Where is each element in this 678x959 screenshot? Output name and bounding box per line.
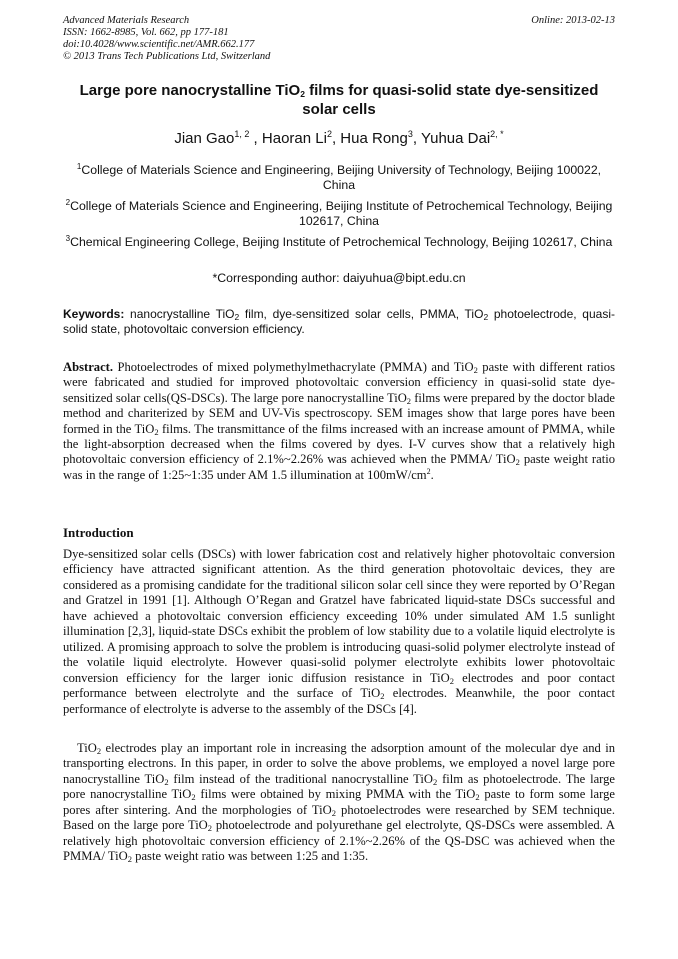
- affiliation-3: $^3$Chemical Engineering College, Beijing Institute of Petrochemical Technology, Beijing 102617, China: [65, 234, 613, 249]
- intro-paragraph-2: TiO$_2$ electrodes play an important role in increasing the adsorption amount of the molecular dye and in transporting electrons. In this paper, in order to solve the above problems, we employed a novel large pore nanocrystalline TiO$_2$ film instead of the traditional nanocrystalline TiO$_2$ film as photoelectrode. The large pore nanocrystalline TiO$_2$ films were obtained by mixing PMMA with the TiO$_2$ paste to form some large pores after sintering. And the morphologies of TiO$_2$ photoelectrodes were researched by SEM technique. Based on the large pore TiO$_2$ photoelectrode and polyurethane gel electrolyte, QS-DSCs were assembled. A relatively high photovoltaic conversion efficiency of 2.1%~2.26% of the QS-DSC was achieved when the PMMA/ TiO$_2$ paste weight ratio was between 1:25 and 1:35.: [63, 741, 616, 865]
- author-name: Yuhua Dai: [420, 130, 491, 147]
- paper-title: Large pore nanocrystalline TiO$_2$ films for quasi-solid state dye-sensitized solar cells: [79, 82, 599, 118]
- affiliation-2: $^2$College of Materials Science and Engineering, Beijing Institute of Petrochemical Technology, Beijing 102617, China: [65, 198, 613, 228]
- abstract: Abstract. Photoelectrodes of mixed polymethylmethacrylate (PMMA) and TiO$_2$ paste with different ratios were fabricated and studied for improved photovoltaic conversion efficiency in quasi-solid state dye-sensitized solar cells(QS-DSCs). The large pore nanocrystalline TiO$_2$ films were prepared by the doctor blade method and chariterized by SEM and UV-Vis spectroscopy. SEM images show that large pores have been formed in the TiO$_2$ films. The transmittance of the films increased with an increase amount of PMMA, while the light-absorption decreased when the films covered by dyes. I-V curves show that a relatively high photovoltaic conversion efficiency of 2.1%~2.26% was achieved when the PMMA/ TiO$_2$ paste weight ratio was in the range of 1:25~1:35 under AM 1.5 illumination at $100mW/cm^2$.: [63, 360, 615, 482]
- author-list: Jian Gao$^{1, 2}$ , Haoran Li$^2$, Hua Rong$^3$, Yuhua Dai$^{2, *}$: [174, 129, 504, 147]
- author-name: Jian Gao: [174, 130, 235, 147]
- author-name: Haoran Li: [261, 130, 327, 147]
- copyright-line: © 2013 Trans Tech Publications Ltd, Switzerland: [63, 51, 271, 62]
- keywords-label: Keywords:: [63, 307, 125, 321]
- keywords: Keywords: nanocrystalline TiO$_2$ film, dye-sensitized solar cells, PMMA, TiO$_2$ photoelectrode, quasi-solid state, photovoltaic conversion efficiency.: [63, 307, 615, 336]
- doi-line: doi:10.4028/www.scientific.net/AMR.662.177: [63, 39, 255, 50]
- journal-header: [63, 15, 615, 63]
- abstract-label: Abstract.: [63, 360, 114, 374]
- corresponding-author: *Corresponding author: daiyuhua@bipt.edu.cn: [212, 271, 466, 285]
- online-date: Online: 2013-02-13: [531, 15, 615, 26]
- section-heading-introduction: Introduction: [63, 525, 134, 540]
- author-name: Hua Rong: [340, 130, 408, 147]
- intro-paragraph-1: Dye-sensitized solar cells (DSCs) with lower fabrication cost and relatively higher photovoltaic conversion efficiency have attracted significant attention. As the third generation photovoltaic devices, they are considered as a promising candidate for the traditional silicon solar cell since they were reported by O’Regan and Gratzel in 1991 [1]. Although O’Regan and Gratzel have fabricated liquid-state DSCs successful and have achieved a photovoltaic conversion efficiency exceeding 10% under simulated AM 1.5 sunlight illumination [2,3], liquid-state DSCs exhibit the problem of low stability due to a volatile liquid electrolyte is utilized. A promising approach to solve the problem is introducing quasi-solid polymer electrolyte instead of the volatile liquid electrolyte. However quasi-solid polymer electrolyte exhibits lower photovoltaic conversion efficiency for the larger ionic diffusion resistance in TiO$_2$ electrodes and poor contact performance between electrolyte and the surface of TiO$_2$ electrodes. Meanwhile, the poor contact performance of electrolyte is adverse to the assembly of the DSCs [4].: [63, 547, 615, 716]
- journal-name: Advanced Materials Research: [63, 15, 190, 26]
- issn-line: ISSN: 1662-8985, Vol. 662, pp 177-181: [63, 27, 229, 38]
- affiliation-1: $^1$College of Materials Science and Engineering, Beijing University of Technology, Beijing 100022, China: [76, 162, 602, 192]
